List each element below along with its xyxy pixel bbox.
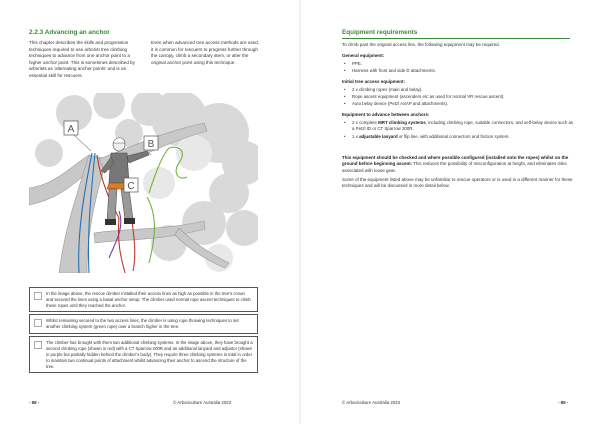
label-c: C	[127, 181, 135, 192]
advance-item: • 2 x complete MRT climbing systems, including climbing rope, suitable connectors, and self-belay device such as a Petzl ID or CT Sparrow 200R.	[352, 120, 574, 132]
label-a: A	[67, 124, 75, 135]
initial-item: • Rope ascent equipment (ascenders etc as used for normal VR rescue ascent).	[352, 94, 574, 100]
caption-tag-b	[34, 319, 42, 327]
equipment-lead: To climb past the original access line, the following equipment may be required.	[342, 42, 500, 47]
right-footer: © Arboriculture Australia 2022	[342, 400, 401, 405]
closing-paragraph: Some of the equipment listed above may be unfamiliar to rescue operators or is used in a different manner for these techniques and will be discussed in more detail below.	[342, 177, 573, 189]
caption-box-b	[29, 314, 258, 334]
intro-column-1: This chapter describes the skills and progression techniques required to use arborist tree climbing techniques to advance from one anchor point to a higher anchor point. This is sometimes described by arborists as ‘alternating anchor points’ and is an essential skill for rescuers.	[29, 40, 135, 78]
section-title: 2.2.3 Advancing an anchor	[29, 29, 110, 36]
left-footer: © Arboriculture Australia 2022	[173, 400, 232, 405]
caption-tag-c	[34, 341, 42, 349]
initial-item: • Auto belay device (Petzl ASAP and attachments).	[352, 101, 574, 107]
tree-climber-illustration	[29, 93, 258, 273]
config-note: This equipment should be checked and where possible configured (installed onto the ropes) whilst on the ground before beginning ascent. This reduces the possibility of misconfiguration at height, and eliminates risks associated with loose gear.	[342, 155, 569, 173]
initial-heading: Initial tree access equipment:	[342, 79, 406, 84]
right-page	[300, 0, 600, 424]
advance-item: • 1 x adjustable lanyard or flip line, with additional connectors and friction system.	[352, 134, 574, 140]
right-page-number: - 89 -	[558, 400, 569, 405]
advance-heading: Equipment to advance between anchors:	[342, 112, 430, 117]
intro-column-2: Even when advanced tree access methods are used, it is common for rescuers to progress further through the canopy, climb a secondary stem, or alter the original anchor point using this technique.	[151, 40, 260, 65]
caption-box-a	[29, 287, 258, 312]
general-item: • PPE.	[352, 61, 574, 67]
caption-box-c	[29, 336, 258, 373]
caption-tag-a	[34, 292, 42, 300]
caption-text-c: The climber has brought with them two additional climbing systems. In the image above, they have brought a second climbing rope (shown in red) with a CT Sparrow 200R and an additional lanyard and adjustor (shown in purple but partially hidden behind the climber’s body). They require three climbing systems in total in order to maintain two continual points of attachment whilst advancing their anchor to ascend the structure of the tree.	[46, 340, 253, 369]
left-page-number: - 88 -	[29, 400, 40, 405]
caption-text-a: In the image above, the rescue climber installed their access lines as high as possible in the tree’s crown and secured the lines using a basal anchor setup. The climber used normal rope ascent techniques to climb these ropes until they reached the anchor.	[46, 291, 251, 308]
general-item: • Harness with front and side D attachments.	[352, 68, 574, 74]
label-b: B	[147, 139, 155, 150]
caption-text-b: Whilst remaining secured to the two access lines, the climber is using rope throwing techniques to set another climbing system (green rope) over a branch higher in the tree.	[46, 318, 239, 329]
general-heading: General equipment:	[342, 53, 385, 58]
initial-item: • 2 x climbing ropes (main and belay).	[352, 87, 574, 93]
equipment-title: Equipment requirements	[342, 29, 570, 39]
